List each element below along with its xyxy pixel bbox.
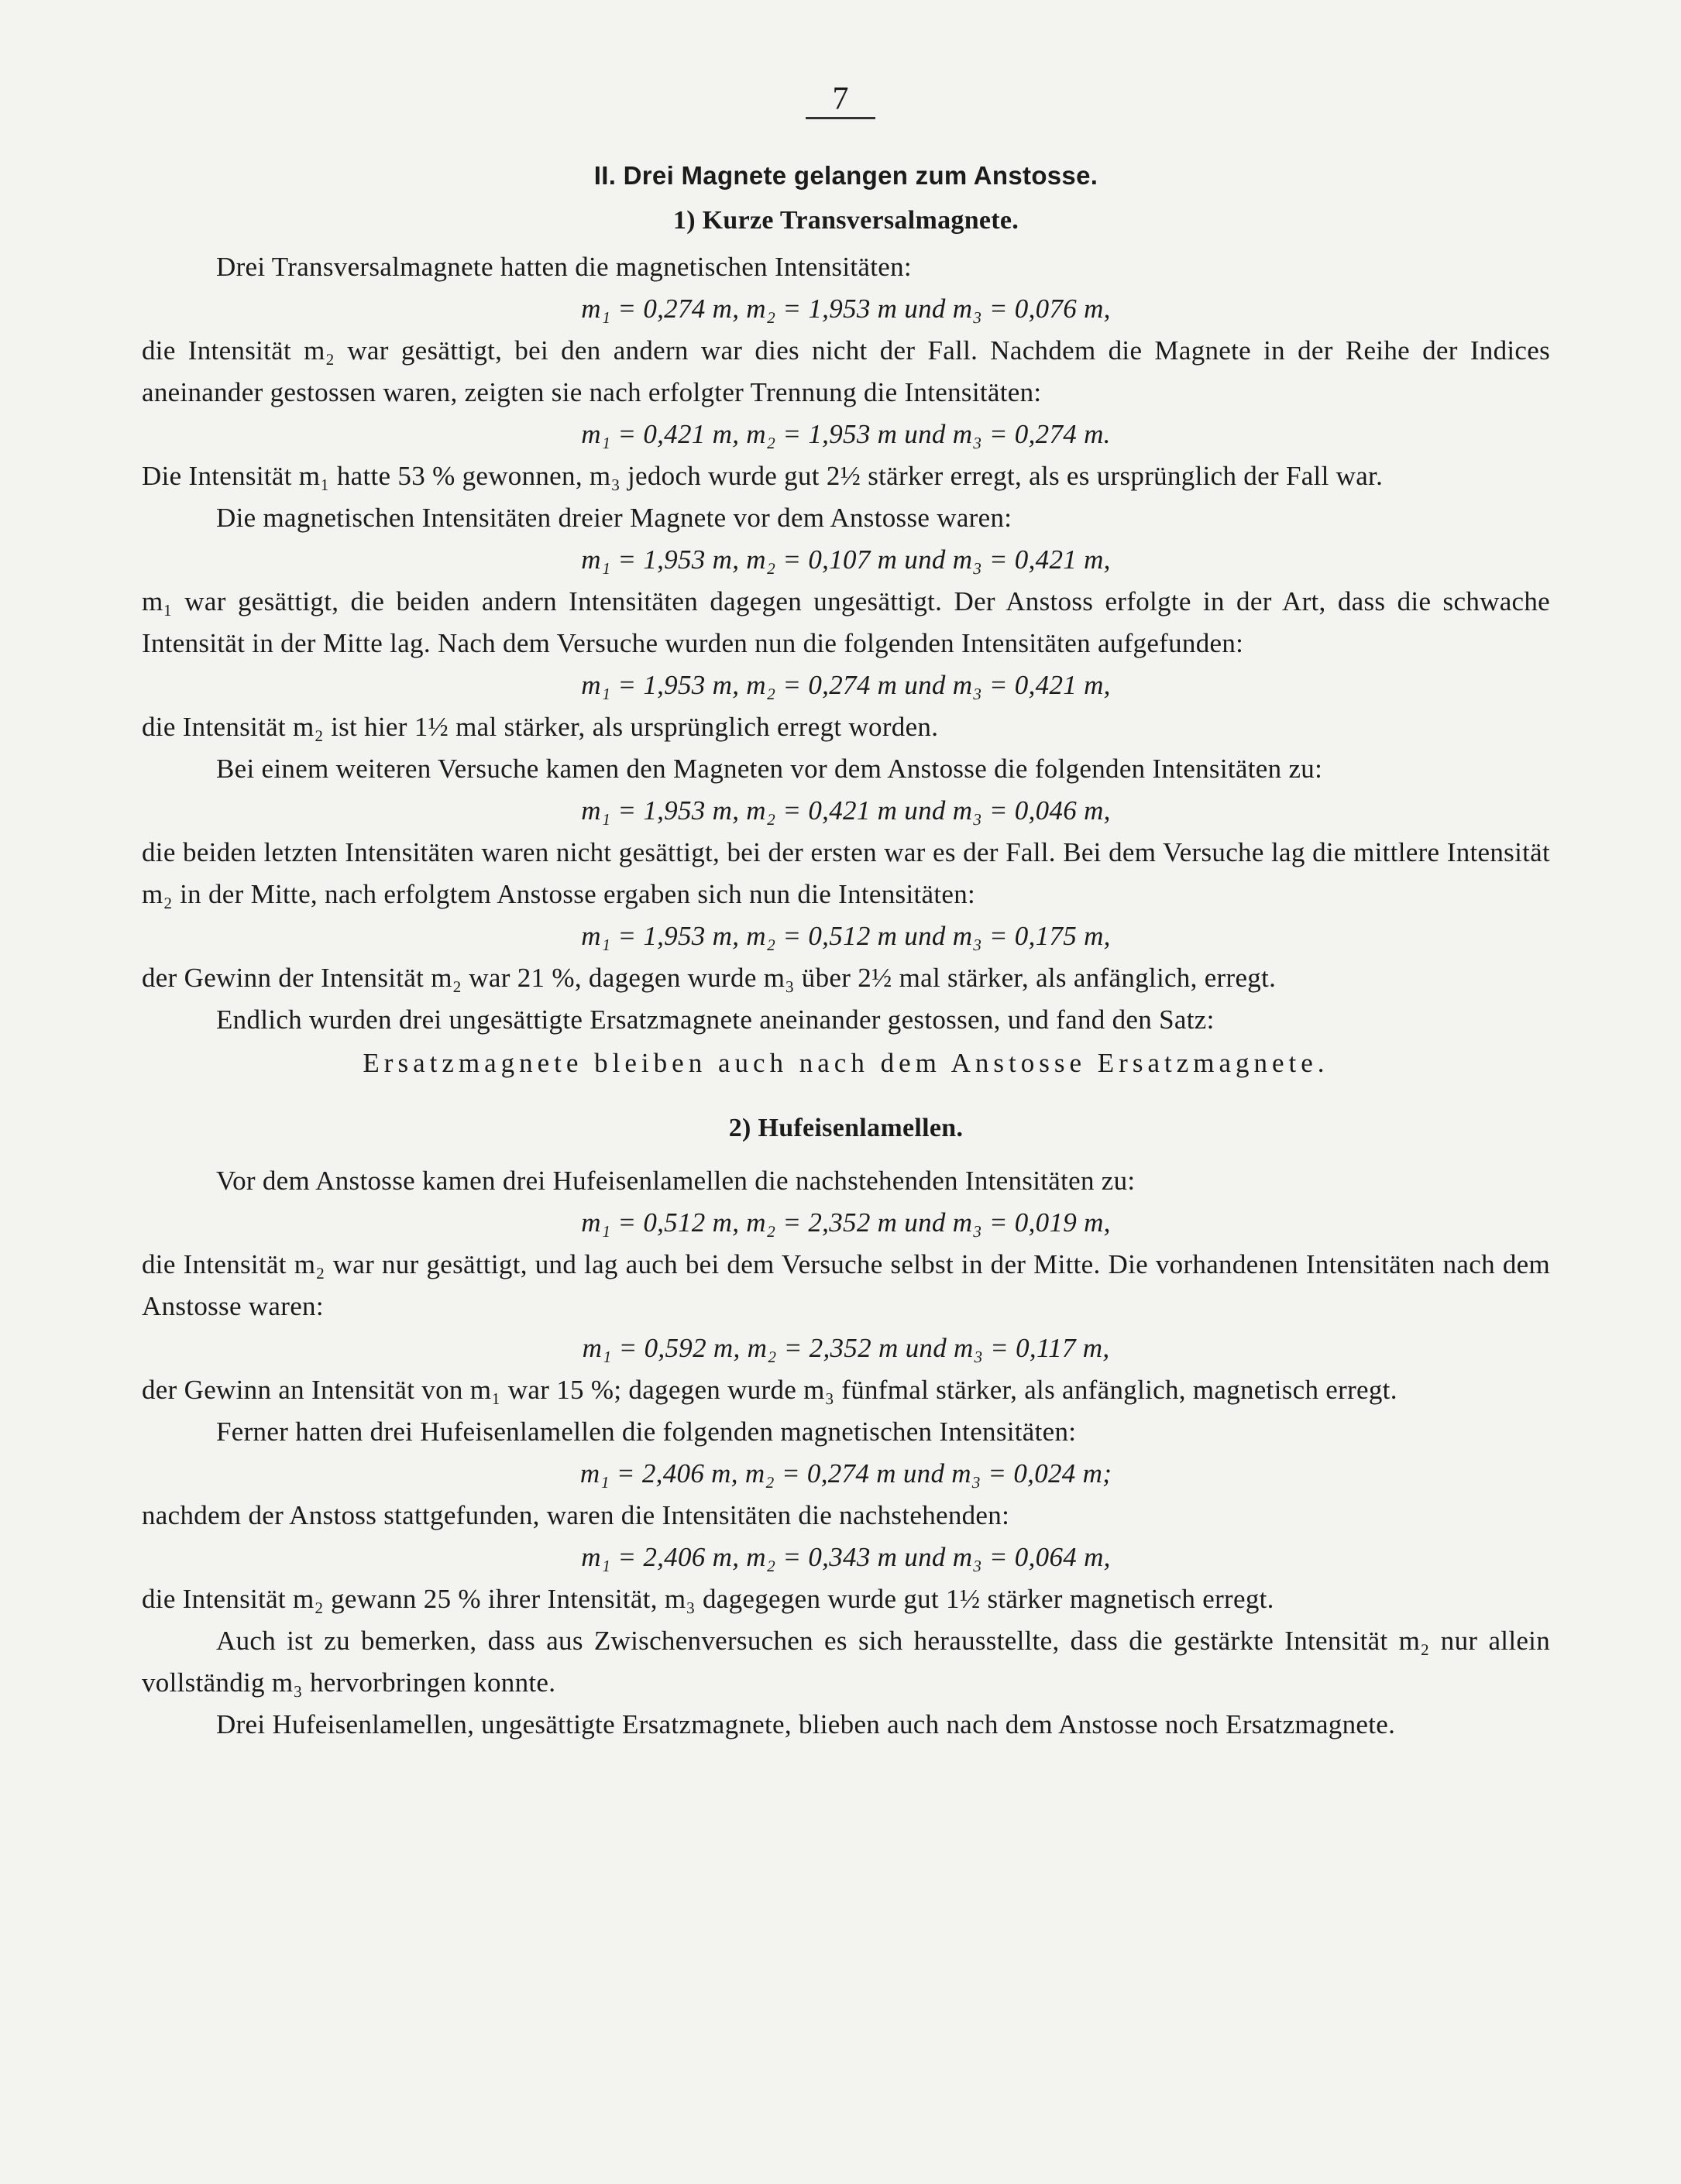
paragraph: m₁ war gesättigt, die beiden andern Intensitäten dagegen ungesättigt. Der Anstoss erfolgte in der Art, dass die schwache Intensität in der Mitte lag. Nach dem Versuche wurden nun die folgenden Intensitäten aufgefunden: [142,586,1550,658]
paragraph: die Intensität m₂ war nur gesättigt, und lag auch bei dem Versuche selbst in der Mitte. Die vorhandenen Intensitäten nach dem Anstosse waren: [142,1249,1550,1321]
principle-statement: Ersatzmagnete bleiben auch nach dem Anstosse Ersatzmagnete. [363,1048,1329,1078]
paragraph: der Gewinn an Intensität von m₁ war 15 %; dagegen wurde m₃ fünfmal stärker, als anfänglich, magnetisch erregt. [142,1375,1397,1405]
formula: m₁ = 2,406 m, m₂ = 0,343 m und m₃ = 0,064 m, [581,1542,1111,1572]
paragraph: Drei Hufeisenlamellen, ungesättigte Ersatzmagnete, blieben auch nach dem Anstosse noch Ersatzmagnete. [216,1709,1396,1739]
formula: m₁ = 1,953 m, m₂ = 0,274 m und m₃ = 0,421 m, [581,670,1111,700]
paragraph: Die Intensität m₁ hatte 53 % gewonnen, m₃ jedoch wurde gut 2½ stärker erregt, als es ursprünglich der Fall war. [142,461,1384,491]
page-body [142,155,1550,1746]
paragraph: Endlich wurden drei ungesättigte Ersatzmagnete aneinander gestossen, und fand den Satz: [216,1004,1215,1035]
formula: m₁ = 0,512 m, m₂ = 2,352 m und m₃ = 0,019 m, [581,1207,1111,1238]
formula: m₁ = 1,953 m, m₂ = 0,421 m und m₃ = 0,046 m, [581,795,1111,826]
subsection-title-transversal: 1) Kurze Transversalmagnete. [672,206,1019,235]
paragraph: Vor dem Anstosse kamen drei Hufeisenlamellen die nachstehenden Intensitäten zu: [216,1166,1136,1196]
paragraph: Auch ist zu bemerken, dass aus Zwischenversuchen es sich herausstellte, dass die gestärkte Intensität m₂ nur allein vollständig m₃ hervorbringen konnte. [142,1626,1550,1698]
paragraph: Ferner hatten drei Hufeisenlamellen die folgenden magnetischen Intensitäten: [216,1417,1077,1447]
formula: m₁ = 1,953 m, m₂ = 0,107 m und m₃ = 0,421 m, [581,544,1111,575]
paragraph: Drei Transversalmagnete hatten die magnetischen Intensitäten: [216,252,912,282]
formula: m₁ = 0,421 m, m₂ = 1,953 m und m₃ = 0,274 m. [581,419,1111,449]
paragraph: Bei einem weiteren Versuche kamen den Magneten vor dem Anstosse die folgenden Intensitäten zu: [216,754,1323,784]
paragraph: der Gewinn der Intensität m₂ war 21 %, dagegen wurde m₃ über 2½ mal stärker, als anfänglich, erregt. [142,963,1277,993]
formula: m₁ = 0,592 m, m₂ = 2,352 m und m₃ = 0,117 m, [582,1333,1110,1363]
formula: m₁ = 2,406 m, m₂ = 0,274 m und m₃ = 0,024 m; [579,1458,1112,1489]
paragraph: Die magnetischen Intensitäten dreier Magnete vor dem Anstosse waren: [216,503,1012,533]
page-number: 7 [806,81,875,119]
paragraph: die beiden letzten Intensitäten waren nicht gesättigt, bei der ersten war es der Fall. Bei dem Versuche lag die mittlere Intensität m₂ in der Mitte, nach erfolgtem Anstosse ergaben sich nun die Intensitäten: [142,837,1550,909]
subsection-title-hufeisen: 2) Hufeisenlamellen. [728,1114,964,1142]
formula: m₁ = 1,953 m, m₂ = 0,512 m und m₃ = 0,175 m, [581,921,1111,951]
section-title: II. Drei Magnete gelangen zum Anstosse. [593,161,1098,190]
paragraph: die Intensität m₂ gewann 25 % ihrer Intensität, m₃ dagegegen wurde gut 1½ stärker magnetisch erregt. [142,1584,1274,1614]
paragraph: die Intensität m₂ ist hier 1½ mal stärker, als ursprünglich erregt worden. [142,712,939,742]
formula: m₁ = 0,274 m, m₂ = 1,953 m und m₃ = 0,076 m, [581,294,1111,324]
paragraph: die Intensität m₂ war gesättigt, bei den andern war dies nicht der Fall. Nachdem die Magnete in der Reihe der Indices aneinander gestossen waren, zeigten sie nach erfolgter Trennung die Intensitäten: [142,335,1550,407]
paragraph: nachdem der Anstoss stattgefunden, waren die Intensitäten die nachstehenden: [142,1500,1010,1530]
